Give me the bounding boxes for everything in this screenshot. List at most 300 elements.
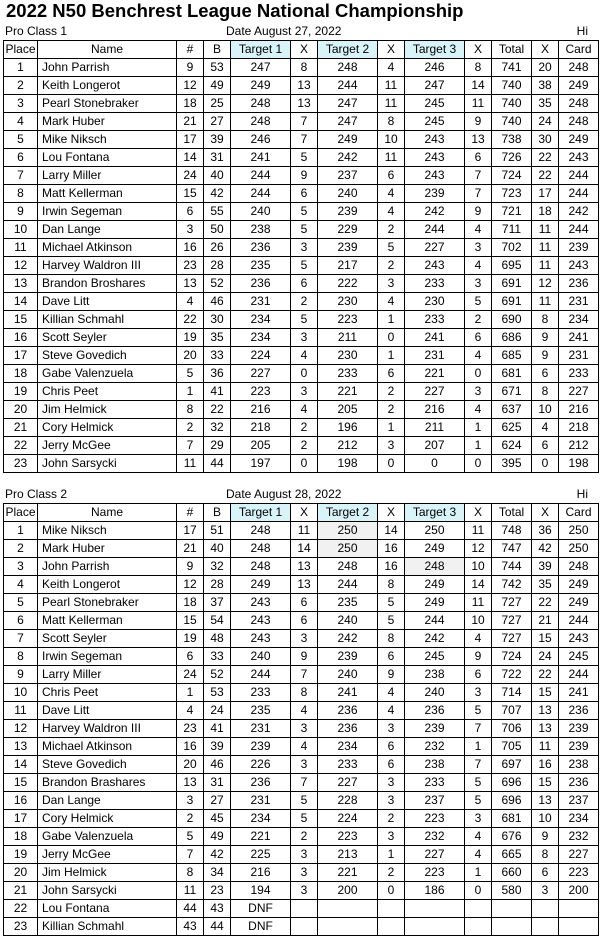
target3-x-cell: 6 bbox=[465, 666, 492, 684]
total-cell: 697 bbox=[492, 756, 532, 774]
table-row bbox=[4, 846, 599, 864]
table-row bbox=[4, 437, 599, 455]
name-cell: Irwin Segeman bbox=[38, 203, 177, 221]
target1-x-cell: 2 bbox=[291, 293, 318, 311]
target2-x-cell bbox=[378, 900, 405, 918]
target2-cell: 205 bbox=[318, 401, 378, 419]
total-x-cell: 15 bbox=[532, 630, 559, 648]
target2-cell: 239 bbox=[318, 203, 378, 221]
card-cell: 239 bbox=[559, 720, 599, 738]
target1-x-cell: 4 bbox=[291, 738, 318, 756]
total-cell: 625 bbox=[492, 419, 532, 437]
total-cell: 690 bbox=[492, 311, 532, 329]
target2-x-cell: 2 bbox=[378, 810, 405, 828]
table-row bbox=[4, 558, 599, 576]
total-x-cell: 13 bbox=[532, 792, 559, 810]
bench-cell: 52 bbox=[204, 275, 231, 293]
target1-cell: 244 bbox=[231, 666, 291, 684]
bib-cell: 15 bbox=[177, 185, 204, 203]
target1-x-cell: 13 bbox=[291, 77, 318, 95]
target2-cell: 227 bbox=[318, 774, 378, 792]
bib-cell: 11 bbox=[177, 455, 204, 473]
bib-cell: 19 bbox=[177, 630, 204, 648]
target2-x-cell: 1 bbox=[378, 846, 405, 864]
target1-cell: 236 bbox=[231, 774, 291, 792]
target3-cell: 186 bbox=[405, 882, 465, 900]
target1-cell: 243 bbox=[231, 630, 291, 648]
total-x-cell: 21 bbox=[532, 612, 559, 630]
target1-cell: 218 bbox=[231, 419, 291, 437]
target1-cell: DNF bbox=[231, 900, 291, 918]
total-cell: 671 bbox=[492, 383, 532, 401]
target3-x-cell: 3 bbox=[465, 684, 492, 702]
target2-cell: 229 bbox=[318, 221, 378, 239]
bib-cell: 8 bbox=[177, 864, 204, 882]
target1-cell: 234 bbox=[231, 311, 291, 329]
target3-cell: 230 bbox=[405, 293, 465, 311]
place-cell: 12 bbox=[4, 720, 38, 738]
name-cell: Killian Schmahl bbox=[38, 311, 177, 329]
target2-x-cell: 5 bbox=[378, 612, 405, 630]
bench-cell: 31 bbox=[204, 149, 231, 167]
column-header-name: Name bbox=[38, 504, 177, 522]
target1-cell: 248 bbox=[231, 558, 291, 576]
bib-cell: 13 bbox=[177, 275, 204, 293]
name-cell: Mark Huber bbox=[38, 540, 177, 558]
name-cell: John Parrish bbox=[38, 59, 177, 77]
place-cell: 7 bbox=[4, 167, 38, 185]
target3-cell bbox=[405, 918, 465, 936]
target2-cell: 248 bbox=[318, 558, 378, 576]
bib-cell: 12 bbox=[177, 576, 204, 594]
bench-cell: 41 bbox=[204, 383, 231, 401]
card-cell bbox=[559, 900, 599, 918]
name-cell: Dave Litt bbox=[38, 293, 177, 311]
name-cell: Brandon Broshares bbox=[38, 275, 177, 293]
place-cell: 12 bbox=[4, 257, 38, 275]
target1-cell: 226 bbox=[231, 756, 291, 774]
place-cell: 13 bbox=[4, 738, 38, 756]
bib-cell: 2 bbox=[177, 810, 204, 828]
total-cell: 724 bbox=[492, 648, 532, 666]
place-cell: 11 bbox=[4, 239, 38, 257]
table-row bbox=[4, 455, 599, 473]
target2-x-cell: 4 bbox=[378, 59, 405, 77]
table-row bbox=[4, 918, 599, 936]
target3-x-cell bbox=[465, 918, 492, 936]
target1-x-cell: 13 bbox=[291, 576, 318, 594]
target3-x-cell: 0 bbox=[465, 365, 492, 383]
card-cell: 249 bbox=[559, 594, 599, 612]
total-cell: 681 bbox=[492, 365, 532, 383]
target2-x-cell: 1 bbox=[378, 347, 405, 365]
name-cell: Larry Miller bbox=[38, 666, 177, 684]
target3-x-cell: 9 bbox=[465, 113, 492, 131]
target3-x-cell: 6 bbox=[465, 149, 492, 167]
place-cell: 2 bbox=[4, 77, 38, 95]
bench-cell: 44 bbox=[204, 455, 231, 473]
total-cell: 707 bbox=[492, 702, 532, 720]
target3-cell: 242 bbox=[405, 203, 465, 221]
target2-x-cell: 2 bbox=[378, 383, 405, 401]
section-2-date: Date August 28, 2022 bbox=[226, 487, 342, 501]
column-header-bib: # bbox=[177, 504, 204, 522]
card-cell: 236 bbox=[559, 774, 599, 792]
bib-cell: 6 bbox=[177, 203, 204, 221]
target1-x-cell bbox=[291, 918, 318, 936]
target3-x-cell: 2 bbox=[465, 311, 492, 329]
total-cell: 706 bbox=[492, 720, 532, 738]
target1-x-cell: 3 bbox=[291, 239, 318, 257]
target1-cell: 221 bbox=[231, 828, 291, 846]
bench-cell: 44 bbox=[204, 918, 231, 936]
table-row bbox=[4, 864, 599, 882]
name-cell: Keith Longerot bbox=[38, 576, 177, 594]
target3-x-cell: 1 bbox=[465, 419, 492, 437]
place-cell: 20 bbox=[4, 864, 38, 882]
total-cell: 696 bbox=[492, 774, 532, 792]
place-cell: 10 bbox=[4, 221, 38, 239]
target3-cell: 232 bbox=[405, 828, 465, 846]
place-cell: 3 bbox=[4, 95, 38, 113]
card-cell: 250 bbox=[559, 540, 599, 558]
target1-cell: 240 bbox=[231, 648, 291, 666]
target1-x-cell: 5 bbox=[291, 149, 318, 167]
total-cell: 748 bbox=[492, 522, 532, 540]
place-cell: 11 bbox=[4, 702, 38, 720]
total-cell: 702 bbox=[492, 239, 532, 257]
name-cell: Scott Seyler bbox=[38, 329, 177, 347]
target2-x-cell: 3 bbox=[378, 792, 405, 810]
target3-x-cell: 9 bbox=[465, 648, 492, 666]
target2-cell: 224 bbox=[318, 810, 378, 828]
total-x-cell: 22 bbox=[532, 167, 559, 185]
bench-cell: 36 bbox=[204, 365, 231, 383]
target2-x-cell: 10 bbox=[378, 131, 405, 149]
target3-cell: 244 bbox=[405, 612, 465, 630]
total-cell: 691 bbox=[492, 275, 532, 293]
card-cell: 216 bbox=[559, 401, 599, 419]
table-row bbox=[4, 185, 599, 203]
target2-cell: 196 bbox=[318, 419, 378, 437]
target1-x-cell: 11 bbox=[291, 522, 318, 540]
table-row bbox=[4, 666, 599, 684]
total-cell: 691 bbox=[492, 293, 532, 311]
total-x-cell: 12 bbox=[532, 275, 559, 293]
card-cell: 233 bbox=[559, 365, 599, 383]
bench-cell: 30 bbox=[204, 311, 231, 329]
section-2-hi-label: Hi bbox=[576, 487, 588, 501]
target2-x-cell: 6 bbox=[378, 738, 405, 756]
target2-x-cell: 1 bbox=[378, 311, 405, 329]
bib-cell: 13 bbox=[177, 774, 204, 792]
table-header-row bbox=[4, 41, 599, 59]
target3-cell: 244 bbox=[405, 221, 465, 239]
target1-cell: 238 bbox=[231, 221, 291, 239]
table-row bbox=[4, 594, 599, 612]
table-row bbox=[4, 738, 599, 756]
table-row bbox=[4, 257, 599, 275]
target2-cell: 244 bbox=[318, 576, 378, 594]
total-x-cell: 24 bbox=[532, 648, 559, 666]
total-x-cell: 11 bbox=[532, 293, 559, 311]
card-cell: 238 bbox=[559, 756, 599, 774]
bib-cell: 18 bbox=[177, 95, 204, 113]
target3-cell: 242 bbox=[405, 630, 465, 648]
target1-x-cell: 5 bbox=[291, 257, 318, 275]
name-cell: Dave Litt bbox=[38, 702, 177, 720]
target1-x-cell: 6 bbox=[291, 612, 318, 630]
place-cell: 21 bbox=[4, 882, 38, 900]
name-cell: Pearl Stonebraker bbox=[38, 594, 177, 612]
target1-x-cell: 4 bbox=[291, 401, 318, 419]
target1-cell: 243 bbox=[231, 612, 291, 630]
column-header-place: Place bbox=[4, 41, 38, 59]
target3-x-cell: 14 bbox=[465, 77, 492, 95]
target1-cell: 241 bbox=[231, 149, 291, 167]
column-header-target2: Target 2 bbox=[318, 504, 378, 522]
table-row bbox=[4, 612, 599, 630]
target3-cell: 243 bbox=[405, 149, 465, 167]
bench-cell: 54 bbox=[204, 612, 231, 630]
target1-x-cell: 5 bbox=[291, 221, 318, 239]
target3-x-cell: 12 bbox=[465, 540, 492, 558]
column-header-name: Name bbox=[38, 41, 177, 59]
total-cell: 740 bbox=[492, 95, 532, 113]
total-cell: 685 bbox=[492, 347, 532, 365]
place-cell: 5 bbox=[4, 594, 38, 612]
target1-x-cell: 3 bbox=[291, 329, 318, 347]
target1-cell: 231 bbox=[231, 792, 291, 810]
target2-x-cell: 8 bbox=[378, 630, 405, 648]
target3-x-cell: 11 bbox=[465, 522, 492, 540]
bib-cell: 11 bbox=[177, 882, 204, 900]
total-x-cell: 10 bbox=[532, 810, 559, 828]
target1-cell: 223 bbox=[231, 383, 291, 401]
place-cell: 3 bbox=[4, 558, 38, 576]
bench-cell: 23 bbox=[204, 882, 231, 900]
name-cell: Matt Kellerman bbox=[38, 185, 177, 203]
table-row bbox=[4, 347, 599, 365]
total-cell: 741 bbox=[492, 59, 532, 77]
card-cell: 234 bbox=[559, 810, 599, 828]
target2-x-cell: 4 bbox=[378, 293, 405, 311]
name-cell: Cory Helmick bbox=[38, 419, 177, 437]
target2-cell: 222 bbox=[318, 275, 378, 293]
place-cell: 14 bbox=[4, 293, 38, 311]
target3-cell: 246 bbox=[405, 59, 465, 77]
total-cell: 740 bbox=[492, 77, 532, 95]
target3-cell: 247 bbox=[405, 77, 465, 95]
target2-cell: 241 bbox=[318, 684, 378, 702]
table-row bbox=[4, 113, 599, 131]
target2-cell: 242 bbox=[318, 149, 378, 167]
bib-cell: 15 bbox=[177, 612, 204, 630]
total-x-cell: 42 bbox=[532, 540, 559, 558]
place-cell: 22 bbox=[4, 437, 38, 455]
place-cell: 9 bbox=[4, 203, 38, 221]
target1-cell: 240 bbox=[231, 203, 291, 221]
target2-cell: 240 bbox=[318, 185, 378, 203]
name-cell: John Parrish bbox=[38, 558, 177, 576]
target3-cell: 227 bbox=[405, 239, 465, 257]
target1-x-cell: 3 bbox=[291, 630, 318, 648]
name-cell: Gabe Valenzuela bbox=[38, 828, 177, 846]
bench-cell: 45 bbox=[204, 810, 231, 828]
target3-x-cell: 0 bbox=[465, 455, 492, 473]
table-row bbox=[4, 630, 599, 648]
target2-cell: 198 bbox=[318, 455, 378, 473]
name-cell: Jerry McGee bbox=[38, 846, 177, 864]
bib-cell: 18 bbox=[177, 594, 204, 612]
column-header-target3-x: X bbox=[465, 41, 492, 59]
target2-x-cell: 16 bbox=[378, 558, 405, 576]
target3-cell: 243 bbox=[405, 257, 465, 275]
place-cell: 16 bbox=[4, 792, 38, 810]
card-cell: 243 bbox=[559, 149, 599, 167]
column-header-target1-x: X bbox=[291, 504, 318, 522]
target3-cell: 249 bbox=[405, 576, 465, 594]
bench-cell: 29 bbox=[204, 437, 231, 455]
bench-cell: 39 bbox=[204, 131, 231, 149]
section-1-date: Date August 27, 2022 bbox=[226, 24, 342, 38]
total-x-cell: 39 bbox=[532, 558, 559, 576]
target1-x-cell: 6 bbox=[291, 594, 318, 612]
bench-cell: 49 bbox=[204, 77, 231, 95]
target1-x-cell: 9 bbox=[291, 167, 318, 185]
name-cell: John Sarsycki bbox=[38, 455, 177, 473]
total-cell: 744 bbox=[492, 558, 532, 576]
column-header-total-x: X bbox=[532, 504, 559, 522]
bench-cell: 22 bbox=[204, 401, 231, 419]
target2-cell: 200 bbox=[318, 882, 378, 900]
target2-x-cell: 4 bbox=[378, 702, 405, 720]
target3-cell: 231 bbox=[405, 347, 465, 365]
target3-cell: 223 bbox=[405, 864, 465, 882]
bib-cell: 20 bbox=[177, 347, 204, 365]
name-cell: Jerry McGee bbox=[38, 437, 177, 455]
column-header-bib: # bbox=[177, 41, 204, 59]
card-cell: 237 bbox=[559, 792, 599, 810]
bib-cell: 1 bbox=[177, 684, 204, 702]
bib-cell: 21 bbox=[177, 540, 204, 558]
total-x-cell: 4 bbox=[532, 419, 559, 437]
target1-cell: 236 bbox=[231, 239, 291, 257]
table-row bbox=[4, 576, 599, 594]
target3-x-cell: 4 bbox=[465, 630, 492, 648]
total-cell: 724 bbox=[492, 167, 532, 185]
total-x-cell: 3 bbox=[532, 882, 559, 900]
target3-cell: 250 bbox=[405, 522, 465, 540]
name-cell: Lou Fontana bbox=[38, 149, 177, 167]
target3-x-cell: 7 bbox=[465, 720, 492, 738]
bib-cell: 17 bbox=[177, 522, 204, 540]
bib-cell: 23 bbox=[177, 720, 204, 738]
target3-cell: 236 bbox=[405, 702, 465, 720]
total-cell: 660 bbox=[492, 864, 532, 882]
card-cell: 248 bbox=[559, 59, 599, 77]
bib-cell: 9 bbox=[177, 558, 204, 576]
target3-cell: 233 bbox=[405, 774, 465, 792]
total-x-cell: 0 bbox=[532, 455, 559, 473]
name-cell: Chris Peet bbox=[38, 383, 177, 401]
target1-x-cell: 2 bbox=[291, 828, 318, 846]
total-x-cell: 9 bbox=[532, 329, 559, 347]
target3-cell: 227 bbox=[405, 846, 465, 864]
total-x-cell: 22 bbox=[532, 149, 559, 167]
target1-cell: 239 bbox=[231, 738, 291, 756]
bench-cell: 51 bbox=[204, 522, 231, 540]
bench-cell: 52 bbox=[204, 666, 231, 684]
total-cell: 723 bbox=[492, 185, 532, 203]
total-x-cell: 6 bbox=[532, 864, 559, 882]
card-cell: 236 bbox=[559, 702, 599, 720]
bench-cell: 41 bbox=[204, 720, 231, 738]
column-header-total: Total bbox=[492, 41, 532, 59]
section-2-header bbox=[0, 486, 600, 502]
bench-cell: 37 bbox=[204, 594, 231, 612]
total-cell: 727 bbox=[492, 612, 532, 630]
target2-cell: 234 bbox=[318, 738, 378, 756]
column-header-target1-x: X bbox=[291, 41, 318, 59]
card-cell: 250 bbox=[559, 522, 599, 540]
table-row bbox=[4, 131, 599, 149]
target2-x-cell: 4 bbox=[378, 684, 405, 702]
total-cell: 721 bbox=[492, 203, 532, 221]
column-header-target1: Target 1 bbox=[231, 504, 291, 522]
card-cell: 244 bbox=[559, 167, 599, 185]
target1-x-cell: 0 bbox=[291, 455, 318, 473]
bench-cell: 48 bbox=[204, 630, 231, 648]
target3-x-cell: 13 bbox=[465, 131, 492, 149]
total-x-cell: 11 bbox=[532, 221, 559, 239]
table-row bbox=[4, 401, 599, 419]
target3-x-cell bbox=[465, 900, 492, 918]
total-x-cell: 11 bbox=[532, 239, 559, 257]
total-cell: 722 bbox=[492, 666, 532, 684]
target2-cell: 230 bbox=[318, 347, 378, 365]
card-cell: 239 bbox=[559, 239, 599, 257]
card-cell: 243 bbox=[559, 630, 599, 648]
target1-x-cell: 3 bbox=[291, 882, 318, 900]
target1-x-cell: 14 bbox=[291, 540, 318, 558]
table-row bbox=[4, 203, 599, 221]
place-cell: 5 bbox=[4, 131, 38, 149]
target1-cell: 216 bbox=[231, 401, 291, 419]
target3-cell: 211 bbox=[405, 419, 465, 437]
table-row bbox=[4, 774, 599, 792]
total-x-cell: 15 bbox=[532, 774, 559, 792]
target1-cell: 216 bbox=[231, 864, 291, 882]
bench-cell: 32 bbox=[204, 558, 231, 576]
name-cell: Scott Seyler bbox=[38, 630, 177, 648]
bib-cell: 16 bbox=[177, 738, 204, 756]
target1-cell: 236 bbox=[231, 275, 291, 293]
table-row bbox=[4, 540, 599, 558]
table-row bbox=[4, 828, 599, 846]
target2-cell: 223 bbox=[318, 828, 378, 846]
bench-cell: 34 bbox=[204, 864, 231, 882]
total-x-cell: 11 bbox=[532, 257, 559, 275]
name-cell: Harvey Waldron III bbox=[38, 720, 177, 738]
bench-cell: 35 bbox=[204, 329, 231, 347]
place-cell: 21 bbox=[4, 419, 38, 437]
bench-cell: 46 bbox=[204, 293, 231, 311]
card-cell: 249 bbox=[559, 131, 599, 149]
target3-x-cell: 10 bbox=[465, 612, 492, 630]
target1-x-cell: 9 bbox=[291, 648, 318, 666]
target1-x-cell: 0 bbox=[291, 365, 318, 383]
